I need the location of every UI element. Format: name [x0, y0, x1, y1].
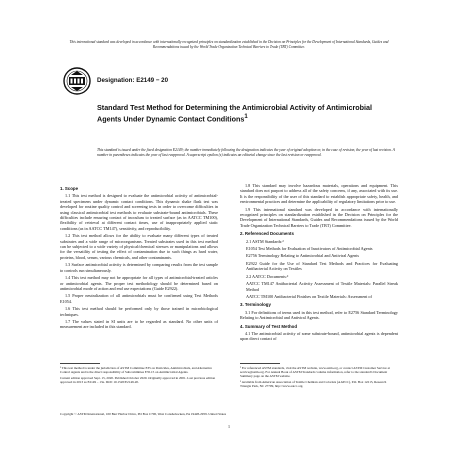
section-paragraph: 1.7 The values stated in SI units are to be regarded as standard. No other units of measurement are included in this standard. [60, 318, 218, 330]
section-heading: 1. Scope [60, 186, 79, 191]
section-heading: 3. Terminology [240, 302, 271, 308]
footnotes-left [60, 366, 218, 386]
referenced-document: AATCC TM147 Antibacterial Activity Assessment of Textile Materials: Parallel Streak Method [246, 281, 398, 292]
footnote: ³ Available from American Association of Textile Chemists and Colorists (AATCC), P.O. Box 12215, Research Triangle Park, NC 27709, http://www.aatcc.org. [240, 380, 387, 389]
page-number: 1 [228, 424, 230, 429]
section-paragraph: 1.4 This test method may not be appropriate for all types of antimicrobial-treated articles or antimicrobial agents. The proper test methodology should be determined based on antimicrobial mode of action and end use expectations (Guide E2922). [60, 275, 218, 291]
section-paragraph: 1.1 This test method is designed to evaluate the antimicrobial activity of antimicrobial-treated specimens under dynamic contact conditions. This dynamic shake flask test was developed for routine quality control and screening tests in order to overcome difficulties in using classical antimicrobial test methods to evaluate substrate-bound antimicrobials. These difficulties include ensuring contact of inoculum to treated surface (as in AATCC TM100), flexibility of retrieval at different contact times, use of inappropriately applied static conditions (as in AATCC TM147), sensitivity, and reproducibility. [60, 193, 218, 231]
section-paragraph: 1.6 This test method should be performed only by those trained in microbiological techniques. [60, 306, 218, 317]
astm-logo-icon [63, 67, 91, 95]
copyright-notice: Copyright © ASTM International, 100 Barr Harbor Drive, PO Box C700, West Conshohocken, PA 19428-2959. United States [60, 412, 227, 416]
section-paragraph: 1.2 This test method allows for the ability to evaluate many different types of treated substrates and a wide range of microorganisms. Treated substrates used in this test method can be subjected to a wide variety of physical/chemical stresses or manipulations and allows for the versatility of testing the effect of contamination due to such things as hard water, proteins, blood, serum, various chemicals, and other contaminants. [60, 233, 218, 260]
referenced-document: E2756 Terminology Relating to Antimicrobial and Antiviral Agents [246, 253, 360, 259]
title-footnote-mark: 1 [244, 113, 248, 120]
section-paragraph: 1.9 This international standard was developed in accordance with internationally recognized principles on standardization established in the Decision on Principles for the Development of International Standards, Guides and Recommendations issued by the World Trade Organization Technical Barriers to Trade (TBT) Committee. [240, 206, 398, 228]
section-heading: 2. Referenced Documents [240, 231, 294, 237]
section-paragraph: 3.1 For definitions of terms used in this test method, refer to E2756 Standard Terminology Relating to Antimicrobial and Antiviral Agents. [240, 309, 398, 321]
right-column [240, 183, 398, 344]
prefatory-note: This standard is issued under the fixed designation E2149; the number immediately following the designation indicates the year of original adoption or, in the case of revision, the year of last revision. A number in parentheses indicates the year of last reapproval. A superscript epsilon (ε) indicates an editorial change since the last revision or reapproval. [97, 148, 395, 157]
referenced-document: E1054 Test Methods for Evaluation of Inactivators of Antimicrobial Agents [246, 246, 373, 252]
referenced-document: 2.1 ASTM Standards:² [246, 238, 284, 244]
designation: Designation: E2149 − 20 [97, 77, 169, 84]
document-title [97, 104, 377, 124]
footnote-rule-left [60, 363, 100, 364]
footnote: ¹ This test method is under the jurisdiction of ASTM Committee E35 on Pesticides, Antimicrobials, and Alternative Control Agents and is the direct responsibility of Subcommittee E35.15 on Antimicrobial Agents. [60, 366, 213, 375]
footnote: ² For referenced ASTM standards, visit the ASTM website, www.astm.org, or contact ASTM Customer Service at service@astm.org. For Annual Book of ASTM Standards volume information, refer to the standard's Document Summary page on the ASTM website. [240, 366, 390, 379]
footnote: Current edition approved Sept. 15, 2020. Published October 2020. Originally approved in 2001. Last previous edition approved in 2013 as E2149 – 13a. DOI: 10.1520/E2149-20. [60, 375, 216, 385]
referenced-document: 2.2 AATCC Documents:³ [246, 273, 289, 279]
section-paragraph: 1.3 Surface antimicrobial activity is determined by comparing results from the test sample to controls run simultaneously. [60, 262, 218, 273]
footnote-rule-right [240, 363, 280, 364]
footnotes-right [240, 366, 398, 390]
section-heading: 4. Summary of Test Method [240, 323, 298, 329]
document-title-text: Standard Test Method for Determining the Antimicrobial Activity of Antimicrobial Agents Under Dynamic Contact Conditions [97, 103, 373, 124]
section-paragraph: 1.8 This standard may involve hazardous materials, operations and equipment. This standard does not purport to address all of the safety concerns, if any, associated with its use. It is the responsibility of the user of this standard to establish appropriate safety, health, and environmental practices and determine the applicability of regulatory limitations prior to use. [240, 183, 398, 205]
referenced-document: AATCC TM100 Antibacterial Finishes on Textile Materials: Assessment of [246, 293, 372, 299]
wto-notice: This international standard was developed in accordance with internationally recognized principles on standardization established in the Decision on Principles for the Development of International Standards, Guides and Recommendations issued by the World Trade Organization Technical Barriers to Trade (TBT) Committee. [69, 40, 389, 49]
referenced-document: E2922 Guide for the Use of Standard Test Methods and Practices for Evaluating Antibacterial Activity on Textiles [246, 260, 398, 272]
section-paragraph: 1.5 Proper neutralization of all antimicrobials must be confirmed using Test Methods E1054. [60, 293, 218, 304]
section-paragraph: 4.1 The antimicrobial activity of some substrate-bound, antimicrobial agents is dependent upon direct contact of [240, 330, 398, 342]
left-column [60, 183, 218, 332]
